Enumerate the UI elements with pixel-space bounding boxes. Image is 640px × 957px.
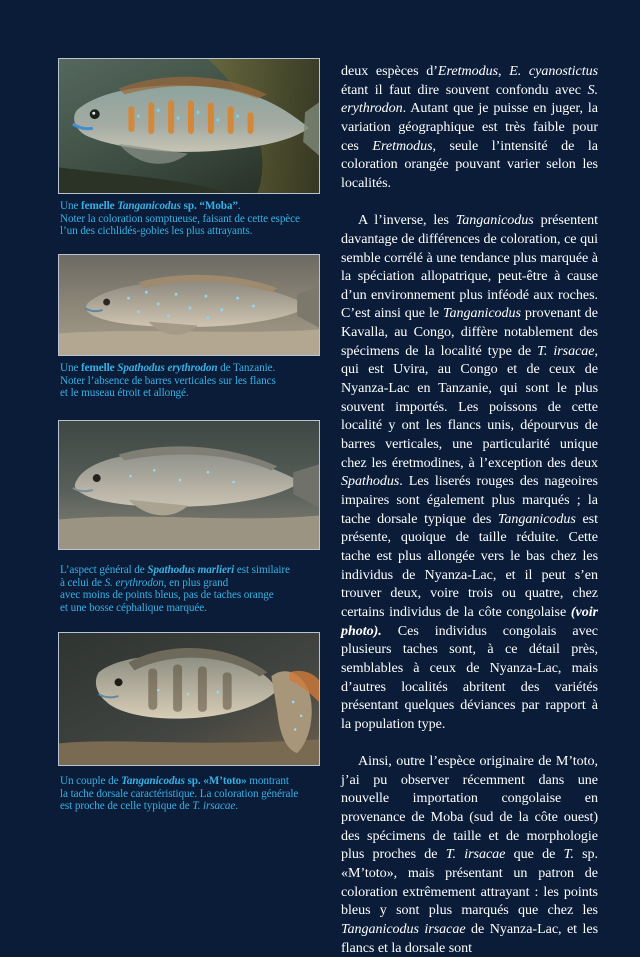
p1-text-2: , — [498, 63, 510, 79]
p1-italic-2: E. cyanostictus — [509, 63, 598, 79]
caption-photo-2 — [60, 362, 328, 400]
p1-text-5: , seule l’intensité de la coloration orangée pouvant varier selon les localités. — [341, 137, 598, 191]
caption-4-text-2: montrant — [246, 775, 289, 787]
article-paragraph-3 — [341, 752, 598, 957]
caption-2-species: Spathodus erythrodon — [117, 362, 218, 374]
photo-spathodus-erythrodon-female — [58, 254, 320, 356]
article-paragraph-2 — [341, 211, 598, 733]
caption-3-species: Spathodus marlieri — [147, 564, 235, 576]
photo-tanganicodus-moba-female — [58, 58, 320, 194]
p2-italic-4: Spathodus — [341, 473, 400, 490]
caption-photo-4 — [60, 775, 328, 813]
p2-text-4: , qui est Uvira, au Congo et de ceux de Nyanza-Lac en Tanzanie, qui sont le plus souvent importés. Les poissons de cette localité y ont les flancs unis, dépourvus de barres verticales, une particularité unique chez les éretmodines, à l’exception des deux — [341, 342, 598, 471]
article-body — [341, 62, 598, 957]
caption-3-species-2: S. erythrodon — [104, 576, 164, 589]
caption-1-text: Une — [60, 200, 82, 212]
p3-italic-2: T. — [563, 846, 574, 863]
p2-text-7: Ces individus congolais avec plusieurs taches sont, à ce détail près, semblables à ceux de Nyanza-Lac, mais d’autres localités abritent des variétés présentant quelques déviances par rapport à la population type. — [341, 622, 598, 732]
caption-3-text-3: à celui de — [60, 576, 105, 589]
caption-3-text-2: est similaire — [234, 564, 290, 576]
p3-text-1: Ainsi, outre l’espèce originaire de M’toto, j’ai pu observer récemment dans une nouvelle importation congolaise en provenance de Moba (sud de la côte ouest) des spécimens de taille et de morphologie plus proches de — [341, 753, 598, 863]
caption-4-text-3: est proche de celle typique de — [60, 800, 193, 813]
fish-photo-1-image — [59, 59, 319, 193]
caption-2-line-3: et le museau étroit et allongé. — [60, 387, 189, 400]
caption-1-period: . — [237, 200, 241, 212]
p1-text-3: étant il faut dire souvent confondu avec — [341, 81, 588, 98]
caption-3-text-4: , en plus grand — [163, 576, 229, 589]
caption-4-text: Un couple de — [60, 775, 122, 787]
p2-italic-1: Tanganicodus — [455, 212, 534, 229]
fish-photo-3-image — [59, 421, 319, 549]
p1-italic-3: S. erythrodon — [341, 81, 598, 117]
p3-italic-1: T. irsacae — [445, 846, 506, 863]
p1-italic-4: Eretmodus — [372, 137, 433, 154]
p3-text-3: sp. «M’toto», mais présentant un patron de coloration extrêmement attrayant : les points bleus y sont plus marqués que chez les — [341, 846, 598, 919]
p3-text-2: que de — [505, 846, 564, 863]
caption-1-species: Tanganicodus — [117, 200, 181, 212]
p3-text-4: de Nyanza-Lac, et les flancs et la dorsale sont — [341, 921, 599, 956]
caption-2-text: Une — [60, 362, 82, 374]
article-paragraph-1 — [341, 62, 598, 193]
p1-text-1: deux espèces d’ — [341, 63, 438, 79]
caption-4-species: Tanganicodus — [121, 775, 185, 787]
p1-italic-1: Eretmodus — [437, 63, 499, 79]
caption-1-bold: femelle — [81, 200, 118, 212]
caption-2-line-2: Noter l’absence de barres verticales sur les flancs — [60, 374, 276, 387]
p3-italic-3: Tanganicodus irsacae — [341, 921, 466, 938]
photo-tanganicodus-mtoto-couple — [58, 632, 320, 766]
caption-1-line-3: l’un des cichlidés-gobies les plus attrayants. — [60, 225, 253, 238]
fish-photo-4-image — [59, 633, 319, 765]
caption-3-line-4: et une bosse céphalique marquée. — [60, 601, 207, 614]
p2-italic-3: T. irsacae — [537, 342, 595, 359]
caption-4-period: . — [235, 800, 238, 813]
caption-4-line-2: la tache dorsale caractéristique. La coloration générale — [60, 787, 299, 800]
p2-text-5: . Les liserés rouges des nageoires impaires sont également plus marqués ; la tache dorsale typique des — [341, 473, 598, 527]
caption-3-text: L’aspect général de — [60, 564, 148, 576]
caption-3-line-3: avec moins de points bleus, pas de taches orange — [60, 589, 274, 602]
caption-1-variant: sp. “Moba” — [180, 200, 238, 212]
p1-text-4: . Autant que je puisse en juger, la variation géographique est très faible pour ces — [341, 100, 598, 154]
fish-photo-2-image — [59, 255, 319, 355]
caption-4-species-2: T. irsacae — [192, 800, 236, 813]
caption-photo-1 — [60, 200, 328, 238]
caption-2-origin: de Tanzanie. — [217, 362, 276, 374]
photo-spathodus-marlieri — [58, 420, 320, 550]
p2-text-2: présentent davantage de différences de coloration, ce qui semble corrélé à une tendance plus marquée à la spéciation allopatrique, peut-être à cause d’un environnement plus inféodé aux roches. C’est ainsi que le — [341, 212, 599, 322]
p2-text-6: est présente, quoique de taille réduite. Cette tache est plus allongée vers le bas chez les individus de Nyanza-Lac, et il peut s’en trouver deux, voire trois ou quatre, chez certains individus de la côte congolaise — [341, 510, 598, 620]
caption-4-variant: sp. «M’toto» — [184, 775, 247, 787]
p2-photo-ref: (voir photo). — [341, 603, 598, 639]
p2-text-3: provenant de Kavalla, au Congo, diffère notablement des spécimens de la localité type de — [341, 305, 598, 359]
p2-italic-5: Tanganicodus — [497, 510, 576, 527]
caption-1-line-2: Noter la coloration somptueuse, faisant de cette espèce — [60, 212, 300, 225]
p2-italic-2: Tanganicodus — [442, 305, 521, 322]
p2-text-1: A l’inverse, les — [358, 212, 456, 229]
caption-photo-3 — [60, 564, 328, 614]
caption-2-bold: femelle — [81, 362, 118, 374]
